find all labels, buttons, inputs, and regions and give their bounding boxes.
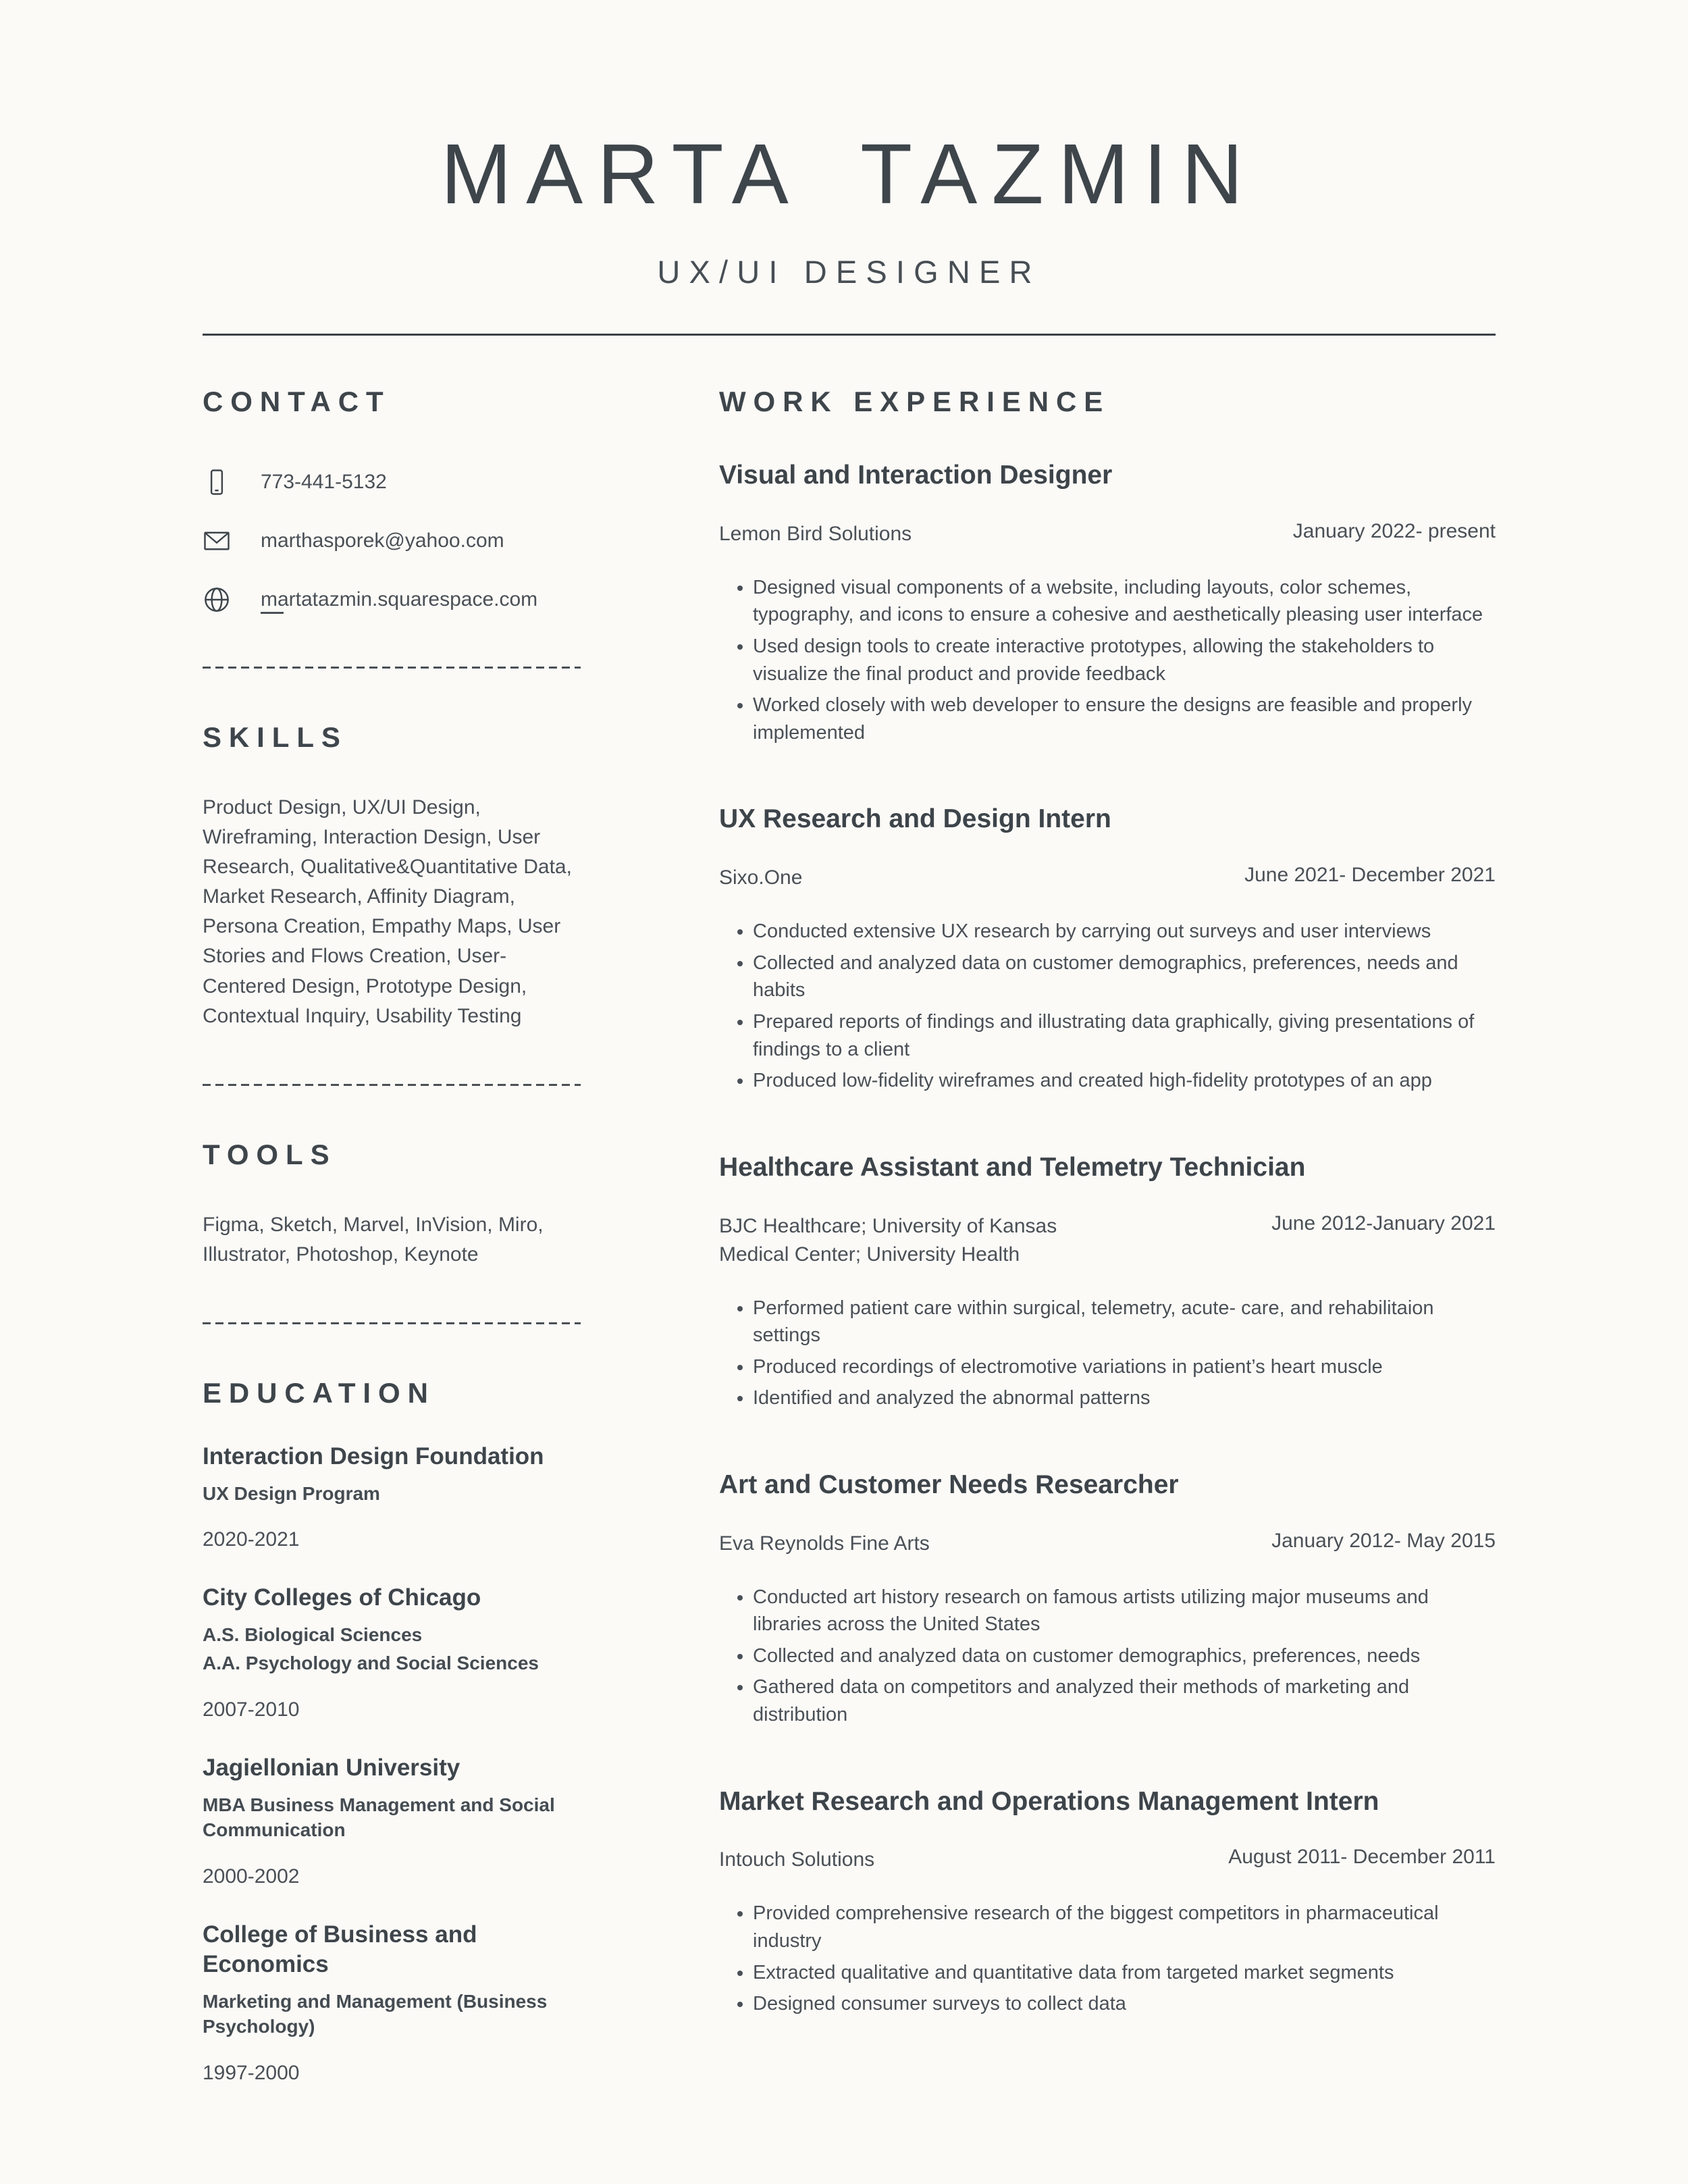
degree: MBA Business Management and Social Communication (203, 1794, 555, 1841)
content-columns (203, 386, 1496, 2085)
person-name: MARTA TAZMIN (440, 126, 1258, 222)
contact-heading: CONTACT (203, 386, 391, 417)
job-entry (719, 460, 1496, 746)
dashed-divider (203, 1084, 581, 1086)
header-rule (203, 334, 1496, 336)
bullet-item: • Provided comprehensive research of the biggest competitors in pharmaceutical industry (753, 1900, 1496, 1954)
bullet-item: • Designed consumer surveys to collect data (753, 1990, 1496, 2018)
email-icon (203, 527, 231, 555)
email-address: marthasporek@yahoo.com (261, 529, 504, 552)
bullet-item: • Performed patient care within surgical, telemetry, acute- care, and rehabilitaion settings (753, 1295, 1496, 1349)
role-subtitle: UX/UI DESIGNER (657, 254, 1041, 290)
website-row (203, 586, 581, 614)
school-name: City Colleges of Chicago (203, 1584, 481, 1611)
school-name: Jagiellonian University (203, 1754, 460, 1781)
tools-heading: TOOLS (203, 1138, 337, 1170)
work-experience-section (719, 386, 1496, 2085)
job-title: UX Research and Design Intern (719, 804, 1111, 834)
job-bullets (719, 1295, 1496, 1412)
job-meta (719, 520, 1496, 548)
bullet-item: • Conducted extensive UX research by carrying out surveys and user interviews (753, 918, 1496, 945)
dashed-divider (203, 667, 581, 669)
bullet-item: • Used design tools to create interactive prototypes, allowing the stakeholders to visualize the final product and provide feedback (753, 633, 1496, 687)
years: 2007-2010 (203, 1698, 300, 1721)
company-name: Eva Reynolds Fine Arts (719, 1532, 930, 1555)
company-name: BJC Healthcare; University of Kansas Medical Center; University Health (719, 1214, 1057, 1266)
education-section (203, 1377, 581, 2085)
years: 2020-2021 (203, 1528, 300, 1551)
globe-icon (203, 586, 231, 614)
bullet-item: • Produced low-fidelity wireframes and created high-fidelity prototypes of an app (753, 1067, 1496, 1095)
phone-row (203, 468, 581, 496)
job-meta (719, 1846, 1496, 1874)
left-sidebar (203, 386, 581, 2085)
website-url[interactable]: martatazmin.squarespace.com (261, 588, 538, 610)
education-entry (203, 1442, 581, 1552)
bullet-item: • Worked closely with web developer to ensure the designs are feasible and properly implemented (753, 692, 1496, 746)
degree: UX Design Program (203, 1482, 380, 1504)
years: 2000-2002 (203, 1865, 300, 1888)
job-bullets (719, 918, 1496, 1095)
job-meta (719, 1212, 1496, 1269)
job-entry (719, 1470, 1496, 1729)
education-entry (203, 1920, 581, 2085)
degree: Marketing and Management (Business Psychology) (203, 1990, 548, 2037)
contact-list (203, 468, 581, 614)
bullet-item: • Conducted art history research on famous artists utilizing major museums and libraries across the United States (753, 1584, 1496, 1638)
bullet-item: • Identified and analyzed the abnormal patterns (753, 1384, 1496, 1412)
job-title: Visual and Interaction Designer (719, 461, 1113, 490)
job-bullets (719, 1900, 1496, 2017)
job-entry (719, 804, 1496, 1094)
email-row (203, 527, 581, 555)
school-name: College of Business and Economics (203, 1921, 477, 1977)
phone-number: 773-441-5132 (261, 471, 387, 493)
job-title: Healthcare Assistant and Telemetry Technician (719, 1152, 1306, 1182)
years: 1997-2000 (203, 2062, 300, 2085)
tools-list: Figma, Sketch, Marvel, InVision, Miro, Illustrator, Photoshop, Keynote (203, 1213, 544, 1266)
bullet-item: • Prepared reports of findings and illustrating data graphically, giving presentations of findings to a client (753, 1008, 1496, 1063)
education-entry (203, 1583, 581, 1721)
contact-section (203, 386, 581, 614)
bullet-item: • Extracted qualitative and quantitative data from targeted market segments (753, 1959, 1496, 1987)
job-meta (719, 864, 1496, 892)
education-entry (203, 1753, 581, 1888)
company-name: Lemon Bird Solutions (719, 522, 912, 545)
job-bullets (719, 574, 1496, 747)
resume-header (203, 126, 1496, 290)
phone-icon (203, 468, 231, 496)
job-dates: June 2021- December 2021 (1244, 864, 1496, 887)
skills-list: Product Design, UX/UI Design, Wireframing, Interaction Design, User Research, Qualitative&Quantitative Data, Market Research, Affinity Diagram, Persona Creation, Empathy Maps, User Stories and Flows Creation, User-Centered Design, Prototype Design, Contextual Inquiry, Usability Testing (203, 796, 572, 1027)
job-title: Art and Customer Needs Researcher (719, 1470, 1179, 1499)
bullet-item: • Gathered data on competitors and analyzed their methods of marketing and distribution (753, 1673, 1496, 1728)
job-title: Market Research and Operations Management Intern (719, 1786, 1379, 1816)
skills-section (203, 721, 581, 1031)
bullet-item: • Produced recordings of electromotive variations in patient’s heart muscle (753, 1353, 1496, 1381)
job-meta (719, 1530, 1496, 1558)
job-dates: January 2012- May 2015 (1271, 1529, 1496, 1552)
skills-heading: SKILLS (203, 721, 348, 753)
work-experience-heading: WORK EXPERIENCE (719, 386, 1111, 417)
job-entry (719, 1152, 1496, 1412)
school-name: Interaction Design Foundation (203, 1442, 544, 1470)
tools-section (203, 1139, 581, 1270)
education-heading: EDUCATION (203, 1376, 436, 1409)
company-name: Sixo.One (719, 866, 803, 889)
job-entry (719, 1786, 1496, 2018)
bullet-item: • Designed visual components of a website, including layouts, color schemes, typography, and icons to ensure a cohesive and aesthetically pleasing user interface (753, 574, 1496, 629)
job-dates: August 2011- December 2011 (1228, 1846, 1496, 1869)
bullet-item: • Collected and analyzed data on customer demographics, preferences, needs and habits (753, 950, 1496, 1004)
degree: A.S. Biological Sciences (203, 1624, 423, 1646)
company-name: Intouch Solutions (719, 1848, 875, 1871)
degree: A.A. Psychology and Social Sciences (203, 1653, 539, 1674)
job-bullets (719, 1584, 1496, 1729)
job-dates: January 2022- present (1292, 519, 1496, 542)
dashed-divider (203, 1322, 581, 1324)
bullet-item: • Collected and analyzed data on customer demographics, preferences, needs (753, 1642, 1496, 1670)
job-dates: June 2012-January 2021 (1271, 1212, 1496, 1234)
